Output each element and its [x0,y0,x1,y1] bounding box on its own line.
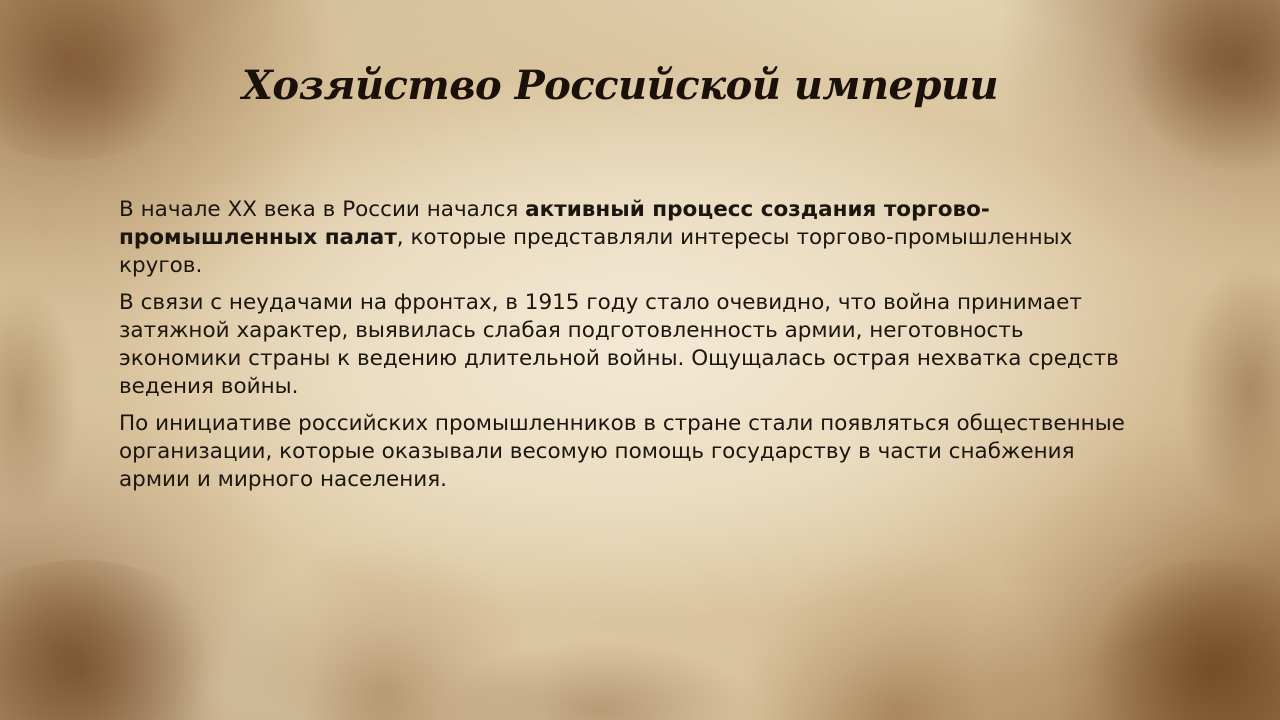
paragraph-1-text: В начале XX века в России начался [119,197,526,222]
paper-stain [1080,560,1280,720]
paragraph-1 [119,196,1129,280]
paper-stain [1180,260,1280,520]
paragraph-1-emphasis: активный процесс создания торгово-промышленных палат [119,197,990,250]
paragraph-3: По инициативе российских промышленников в стране стали появляться общественные организации, которые оказывали весомую помощь государству в части снабжения армии и мирного населения. [119,411,1125,492]
slide-title: Хозяйство Российской империи [241,62,999,109]
paper-stain [0,560,230,720]
paper-stain [440,640,760,720]
paragraph-1-text-end: , которые представляли интересы торгово-промышленных кругов. [119,225,1073,278]
paper-stain [0,280,80,520]
paragraph-2: В связи с неудачами на фронтах, в 1915 году стало очевидно, что война принимает затяжной характер, выявилась слабая подготовленность армии, неготовность экономики страны к ведению длительной войны. Ощущалась острая нехватка средств ведения войны. [119,290,1119,399]
slide-body [119,196,1129,503]
